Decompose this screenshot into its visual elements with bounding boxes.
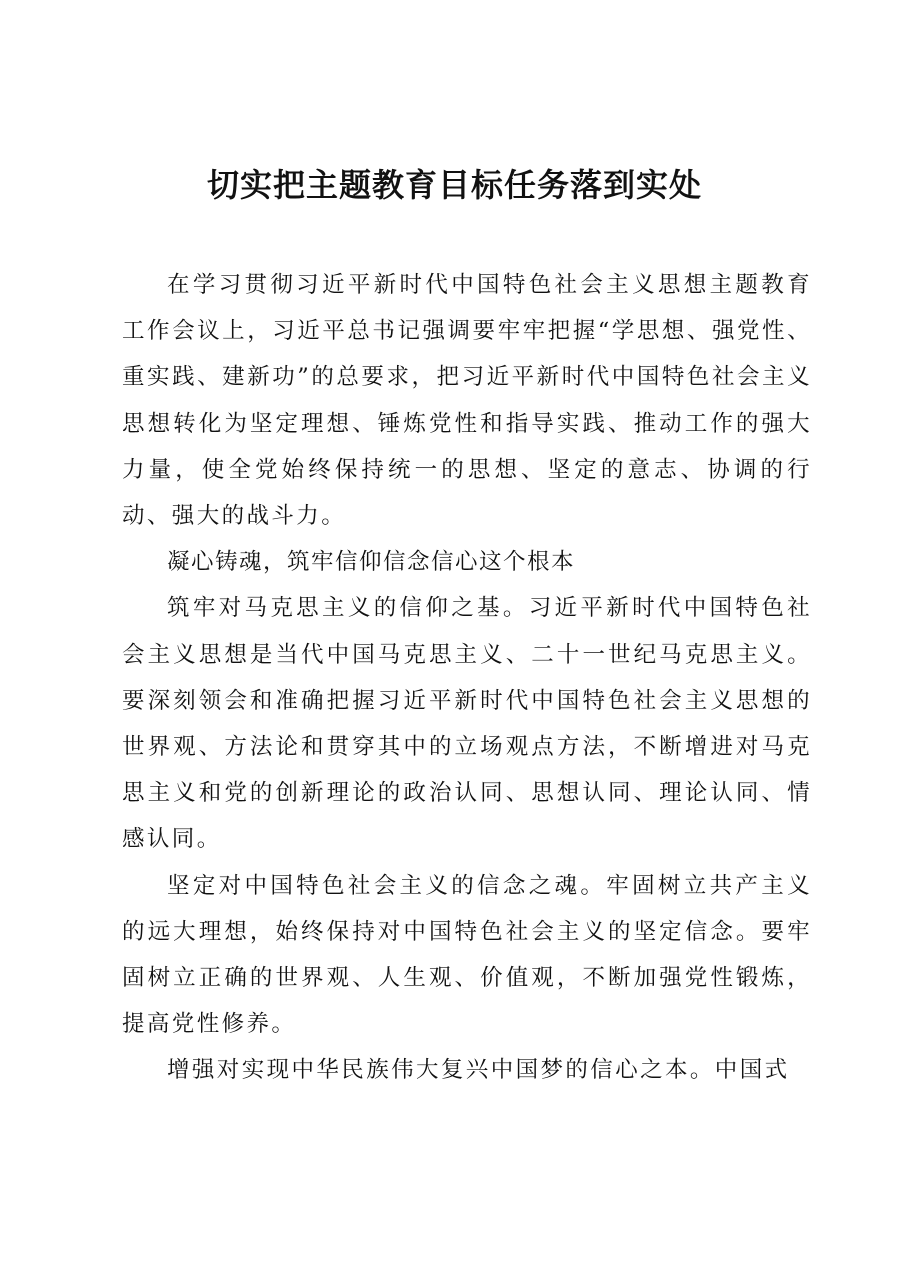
document-title: 切实把主题教育目标任务落到实处: [206, 166, 702, 204]
document-body: [122, 262, 812, 1094]
section-heading: 凝心铸魂，筑牢信仰信念信心这个根本: [167, 549, 576, 576]
paragraph-chinese-dream: 增强对实现中华民族伟大复兴中国梦的信心之本。中国式: [167, 1057, 790, 1084]
paragraph-socialism: 坚定对中国特色社会主义的信念之魂。牢固树立共产主义的远大理想，始终保持对中国特色社会主义的坚定信念。要牢固树立正确的世界观、人生观、价值观，不断加强党性锻炼，提高党性修养。: [122, 872, 812, 1038]
paragraph-marxism: 筑牢对马克思主义的信仰之基。习近平新时代中国特色社会主义思想是当代中国马克思主义、二十一世纪马克思主义。要深刻领会和准确把握习近平新时代中国特色社会主义思想的世界观、方法论和贯穿其中的立场观点方法，不断增进对马克思主义和党的创新理论的政治认同、思想认同、理论认同、情感认同。: [122, 595, 812, 853]
paragraph-intro: 在学习贯彻习近平新时代中国特色社会主义思想主题教育工作会议上，习近平总书记强调要牢牢把握“学思想、强党性、重实践、建新功”的总要求，把习近平新时代中国特色社会主义思想转化为坚定理想、锤炼党性和指导实践、推动工作的强大力量，使全党始终保持统一的思想、坚定的意志、协调的行动、强大的战斗力。: [122, 272, 812, 530]
